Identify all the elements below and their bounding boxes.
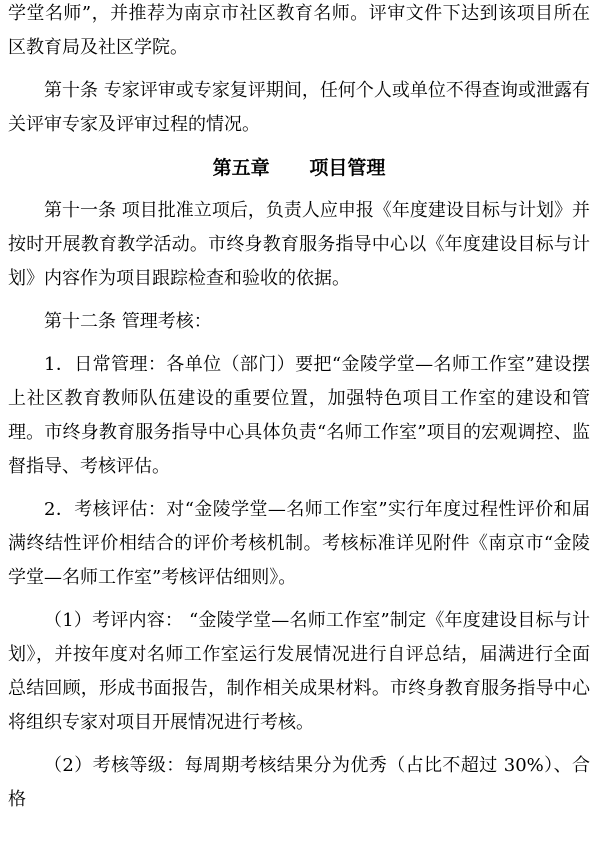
article-12-heading: 第十二条 管理考核： — [44, 311, 212, 332]
clause-assessment-content: （1）考评内容： “金陵学堂—名师工作室”制定《年度建设目标与计划》，并按年度对名师工作室运行发展情况进行自评总结，届满进行全面总结回顾，形成书面报告，制作相关成果材料。市终身教育服务指导中心将组织专家对项目开展情况进行考核。 — [8, 610, 590, 733]
article-11: 第十一条 项目批准立项后，负责人应申报《年度建设目标与计划》并按时开展教育教学活动。市终身教育服务指导中心以《年度建设目标与计划》内容作为项目跟踪检查和验收的依据。 — [8, 200, 590, 289]
article-10: 第十条 专家评审或专家复评期间，任何个人或单位不得查询或泄露有关评审专家及评审过程的情况。 — [8, 80, 590, 135]
clause-assessment-grade: （2）考核等级：每周期考核结果分为优秀（占比不超过 30%）、合格 — [8, 755, 590, 810]
clause-assessment: 2．考核评估：对“金陵学堂—名师工作室”实行年度过程性评价和届满终结性评价相结合的评价考核机制。考核标准详见附件《南京市“金陵学堂—名师工作室”考核评估细则》。 — [8, 499, 590, 588]
paragraph-continuation: 学堂名师”，并推荐为南京市社区教育名师。评审文件下达到该项目所在区教育局及社区学院。 — [8, 3, 590, 58]
clause-daily-management: 1．日常管理：各单位（部门）要把“金陵学堂—名师工作室”建设摆上社区教育教师队伍建设的重要位置，加强特色项目工作室的建设和管理。市终身教育服务指导中心具体负责“名师工作室”项目的宏观调控、监督指导、考核评估。 — [8, 354, 590, 477]
chapter-heading: 第五章 项目管理 — [212, 157, 386, 179]
